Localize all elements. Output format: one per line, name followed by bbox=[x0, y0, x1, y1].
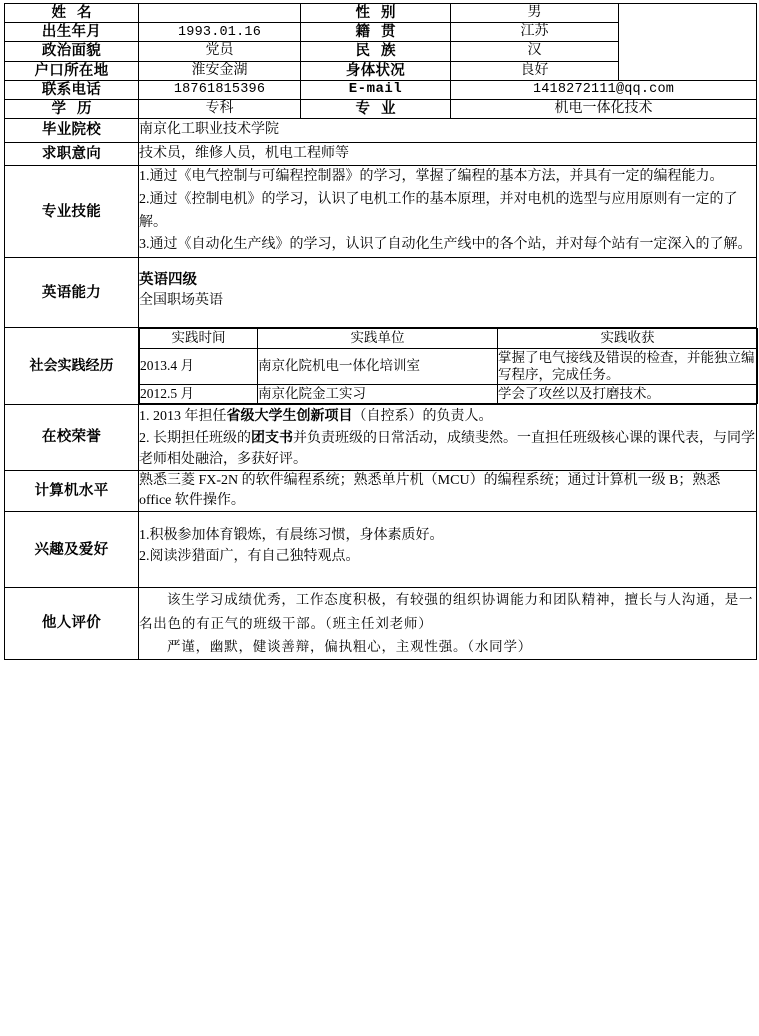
social-practice-header-time: 实践时间 bbox=[140, 329, 258, 348]
label-hometown: 籍贯 bbox=[301, 23, 451, 42]
honor-1-post: （自控系）的负责人。 bbox=[352, 408, 493, 424]
professional-skill-item: 1.通过《电气控制与可编程控制器》的学习，掌握了编程的基本方法，并具有一定的编程能力。 bbox=[139, 169, 724, 185]
social-practice-header-gain: 实践收获 bbox=[498, 329, 758, 348]
value-others-evaluation[interactable] bbox=[139, 588, 757, 660]
table-row-social-practice bbox=[5, 328, 757, 405]
label-job-intention: 求职意向 bbox=[5, 142, 139, 166]
honor-1-highlight: 省级大学生创新项目 bbox=[226, 406, 353, 423]
value-major[interactable]: 机电一体化技术 bbox=[451, 99, 757, 118]
table-row-name bbox=[5, 4, 757, 23]
table-row-honors bbox=[5, 404, 757, 470]
english-level: 英语四级 bbox=[139, 272, 197, 289]
hobby-item: 1.积极参加体育锻炼，有晨练习惯，身体素质好。 bbox=[139, 528, 444, 544]
professional-skill-item: 3.通过《自动化生产线》的学习，认识了自动化生产线中的各个站，并对每个站有一定深入的了解。 bbox=[139, 237, 752, 253]
label-computer-skills: 计算机水平 bbox=[5, 470, 139, 512]
honor-2-post: 并负责班级的日常活动，成绩斐然。一直担任班级核心课的课代表，与同学老师相处融洽，多获好评。 bbox=[139, 431, 755, 467]
label-major: 专业 bbox=[301, 99, 451, 118]
label-phone: 联系电话 bbox=[5, 80, 139, 99]
value-birth-date[interactable]: 1993.01.16 bbox=[139, 23, 301, 42]
social-practice-header-org: 实践单位 bbox=[258, 329, 498, 348]
evaluation-paragraph: 严谨，幽默，健谈善辩，偏执粗心，主观性强。（水同学） bbox=[167, 639, 533, 655]
label-social-practice: 社会实践经历 bbox=[5, 328, 139, 405]
hobby-item: 2.阅读涉猎面广，有自己独特观点。 bbox=[139, 548, 360, 564]
honor-1-pre: 1. 2013 年担任 bbox=[139, 408, 227, 424]
table-row-school bbox=[5, 119, 757, 143]
table-row-job-intention bbox=[5, 142, 757, 166]
photo-placeholder-cell[interactable] bbox=[619, 4, 757, 81]
label-email: E-mail bbox=[301, 80, 451, 99]
table-row-hobbies bbox=[5, 512, 757, 588]
table-row-evaluation bbox=[5, 588, 757, 660]
social-practice-table-wrapper bbox=[139, 328, 757, 405]
value-english-ability[interactable] bbox=[139, 258, 757, 328]
honor-2-pre: 2. 长期担任班级的 bbox=[139, 431, 251, 447]
label-birth-date: 出生年月 bbox=[5, 23, 139, 42]
social-practice-org[interactable]: 南京化院金工实习 bbox=[258, 384, 498, 403]
table-row-english bbox=[5, 258, 757, 328]
label-residence: 户口所在地 bbox=[5, 61, 139, 80]
label-english-ability: 英语能力 bbox=[5, 258, 139, 328]
social-practice-table bbox=[139, 328, 758, 404]
value-education[interactable]: 专科 bbox=[139, 99, 301, 118]
table-row-contact bbox=[5, 80, 757, 99]
social-practice-org[interactable]: 南京化院机电一体化培训室 bbox=[258, 348, 498, 384]
label-ethnicity: 民族 bbox=[301, 42, 451, 61]
english-detail: 全国职场英语 bbox=[139, 293, 223, 309]
table-row-education bbox=[5, 99, 757, 118]
value-graduate-school[interactable]: 南京化工职业技术学院 bbox=[139, 119, 757, 143]
value-name[interactable] bbox=[139, 4, 301, 23]
value-email[interactable]: 1418272111@qq.com bbox=[451, 80, 757, 99]
value-hometown[interactable]: 江苏 bbox=[451, 23, 619, 42]
value-gender[interactable]: 男 bbox=[451, 4, 619, 23]
social-practice-time[interactable]: 2013.4 月 bbox=[140, 348, 258, 384]
value-professional-skills[interactable] bbox=[139, 166, 757, 258]
honor-item-1 bbox=[139, 405, 756, 427]
label-graduate-school: 毕业院校 bbox=[5, 119, 139, 143]
social-practice-gain[interactable]: 学会了攻丝以及打磨技术。 bbox=[498, 384, 758, 403]
professional-skill-item: 2.通过《控制电机》的学习，认识了电机工作的基本原理，并对电机的选型与应用原则有一定的了解。 bbox=[139, 192, 738, 230]
social-practice-gain[interactable]: 掌握了电气接线及错误的检查，并能独立编写程序，完成任务。 bbox=[498, 348, 758, 384]
label-school-honors: 在校荣誉 bbox=[5, 404, 139, 470]
value-political-status[interactable]: 党员 bbox=[139, 42, 301, 61]
honor-2-highlight: 团支书 bbox=[251, 429, 293, 446]
evaluation-paragraph: 该生学习成绩优秀，工作态度积极，有较强的组织协调能力和团队精神，擅长与人沟通，是一名出色的有正气的班级干部。（班主任刘老师） bbox=[139, 592, 754, 631]
label-name: 姓名 bbox=[5, 4, 139, 23]
value-job-intention[interactable]: 技术员，维修人员，机电工程师等 bbox=[139, 142, 757, 166]
label-political-status: 政治面貌 bbox=[5, 42, 139, 61]
value-ethnicity[interactable]: 汉 bbox=[451, 42, 619, 61]
value-phone[interactable]: 18761815396 bbox=[139, 80, 301, 99]
label-professional-skills: 专业技能 bbox=[5, 166, 139, 258]
label-hobbies: 兴趣及爱好 bbox=[5, 512, 139, 588]
social-practice-time[interactable]: 2012.5 月 bbox=[140, 384, 258, 403]
social-practice-row bbox=[140, 384, 758, 403]
social-practice-row bbox=[140, 348, 758, 384]
resume-table bbox=[4, 3, 757, 660]
label-education: 学历 bbox=[5, 99, 139, 118]
label-gender: 性别 bbox=[301, 4, 451, 23]
table-row-computer-skills bbox=[5, 470, 757, 512]
value-school-honors[interactable] bbox=[139, 404, 757, 470]
honor-item-2 bbox=[139, 427, 756, 470]
social-practice-header-row bbox=[140, 329, 758, 348]
table-row-professional-skills bbox=[5, 166, 757, 258]
value-hobbies[interactable] bbox=[139, 512, 757, 588]
value-residence[interactable]: 淮安金湖 bbox=[139, 61, 301, 80]
value-computer-skills[interactable]: 熟悉三菱 FX-2N 的软件编程系统；熟悉单片机（MCU）的编程系统；通过计算机一级 B；熟悉 office 软件操作。 bbox=[139, 470, 757, 512]
label-others-evaluation: 他人评价 bbox=[5, 588, 139, 660]
label-health: 身体状况 bbox=[301, 61, 451, 80]
value-health[interactable]: 良好 bbox=[451, 61, 619, 80]
